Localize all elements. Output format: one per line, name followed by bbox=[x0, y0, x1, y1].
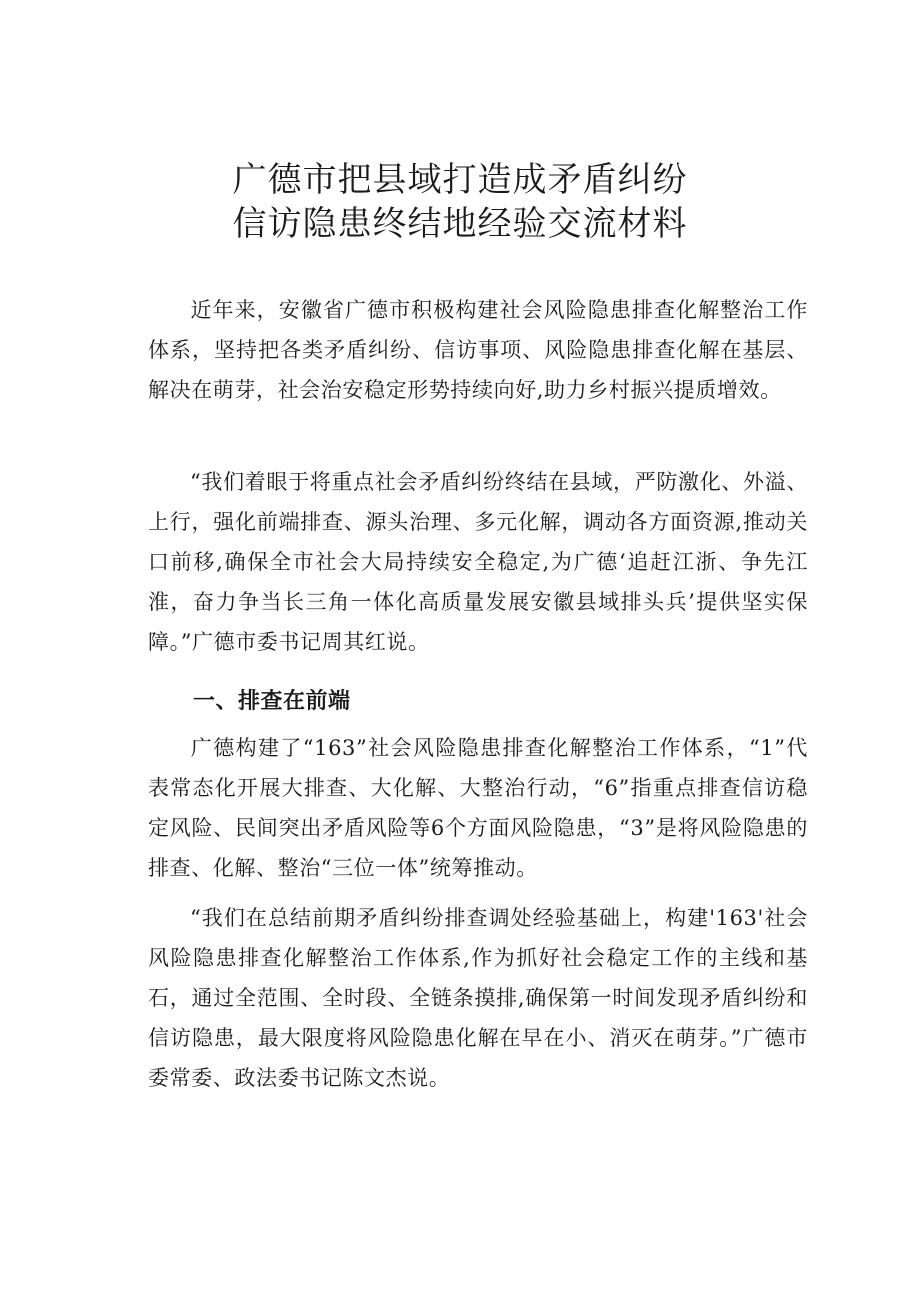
paragraph-system-description-text: 广德构建了“163”社会风险隐患排查化解整治工作体系，“1”代表常态化开展大排查、大化解、大整治行动，“6”指重点排查信访稳定风险、民间突出矛盾风险等6个方面风险隐患，“3”是将风险隐患的排查、化解、整治“三位一体”统筹推动。 bbox=[148, 736, 808, 880]
paragraph-intro-text: 近年来，安徽省广德市积极构建社会风险隐患排查化解整治工作体系，坚持把各类矛盾纠纷、信访事项、风险隐患排查化解在基层、解决在萌芽，社会治安稳定形势持续向好,助力乡村振兴提质增效。 bbox=[148, 298, 808, 402]
paragraph-quote-party-secretary bbox=[148, 462, 808, 662]
paragraph-quote-political-legal-text: “我们在总结前期矛盾纠纷排查调处经验基础上，构建'163'社会风险隐患排查化解整治工作体系,作为抓好社会稳定工作的主线和基石，通过全范围、全时段、全链条摸排,确保第一时间发现矛盾纠纷和信访隐患，最大限度将风险隐患化解在早在小、消灭在萌芽。”广德市委常委、政法委书记陈文杰说。 bbox=[148, 906, 808, 1090]
paragraph-intro bbox=[148, 290, 808, 410]
paragraph-quote-political-legal bbox=[148, 898, 808, 1098]
section-heading: 一、排查在前端 bbox=[193, 689, 351, 714]
paragraph-system-description bbox=[148, 728, 808, 888]
document-title-line-1: 广德市把县域打造成矛盾纠纷 bbox=[232, 160, 688, 200]
document-title-line-2: 信访隐患终结地经验交流材料 bbox=[232, 204, 688, 244]
paragraph-quote-party-secretary-text: “我们着眼于将重点社会矛盾纠纷终结在县域，严防激化、外溢、上行，强化前端排查、源头治理、多元化解，调动各方面资源,推动关口前移,确保全市社会大局持续安全稳定,为广德‘追赶江浙、争先江淮，奋力争当长三角一体化高质量发展安徽县域排头兵’提供坚实保障。”广德市委书记周其红说。 bbox=[148, 470, 808, 654]
